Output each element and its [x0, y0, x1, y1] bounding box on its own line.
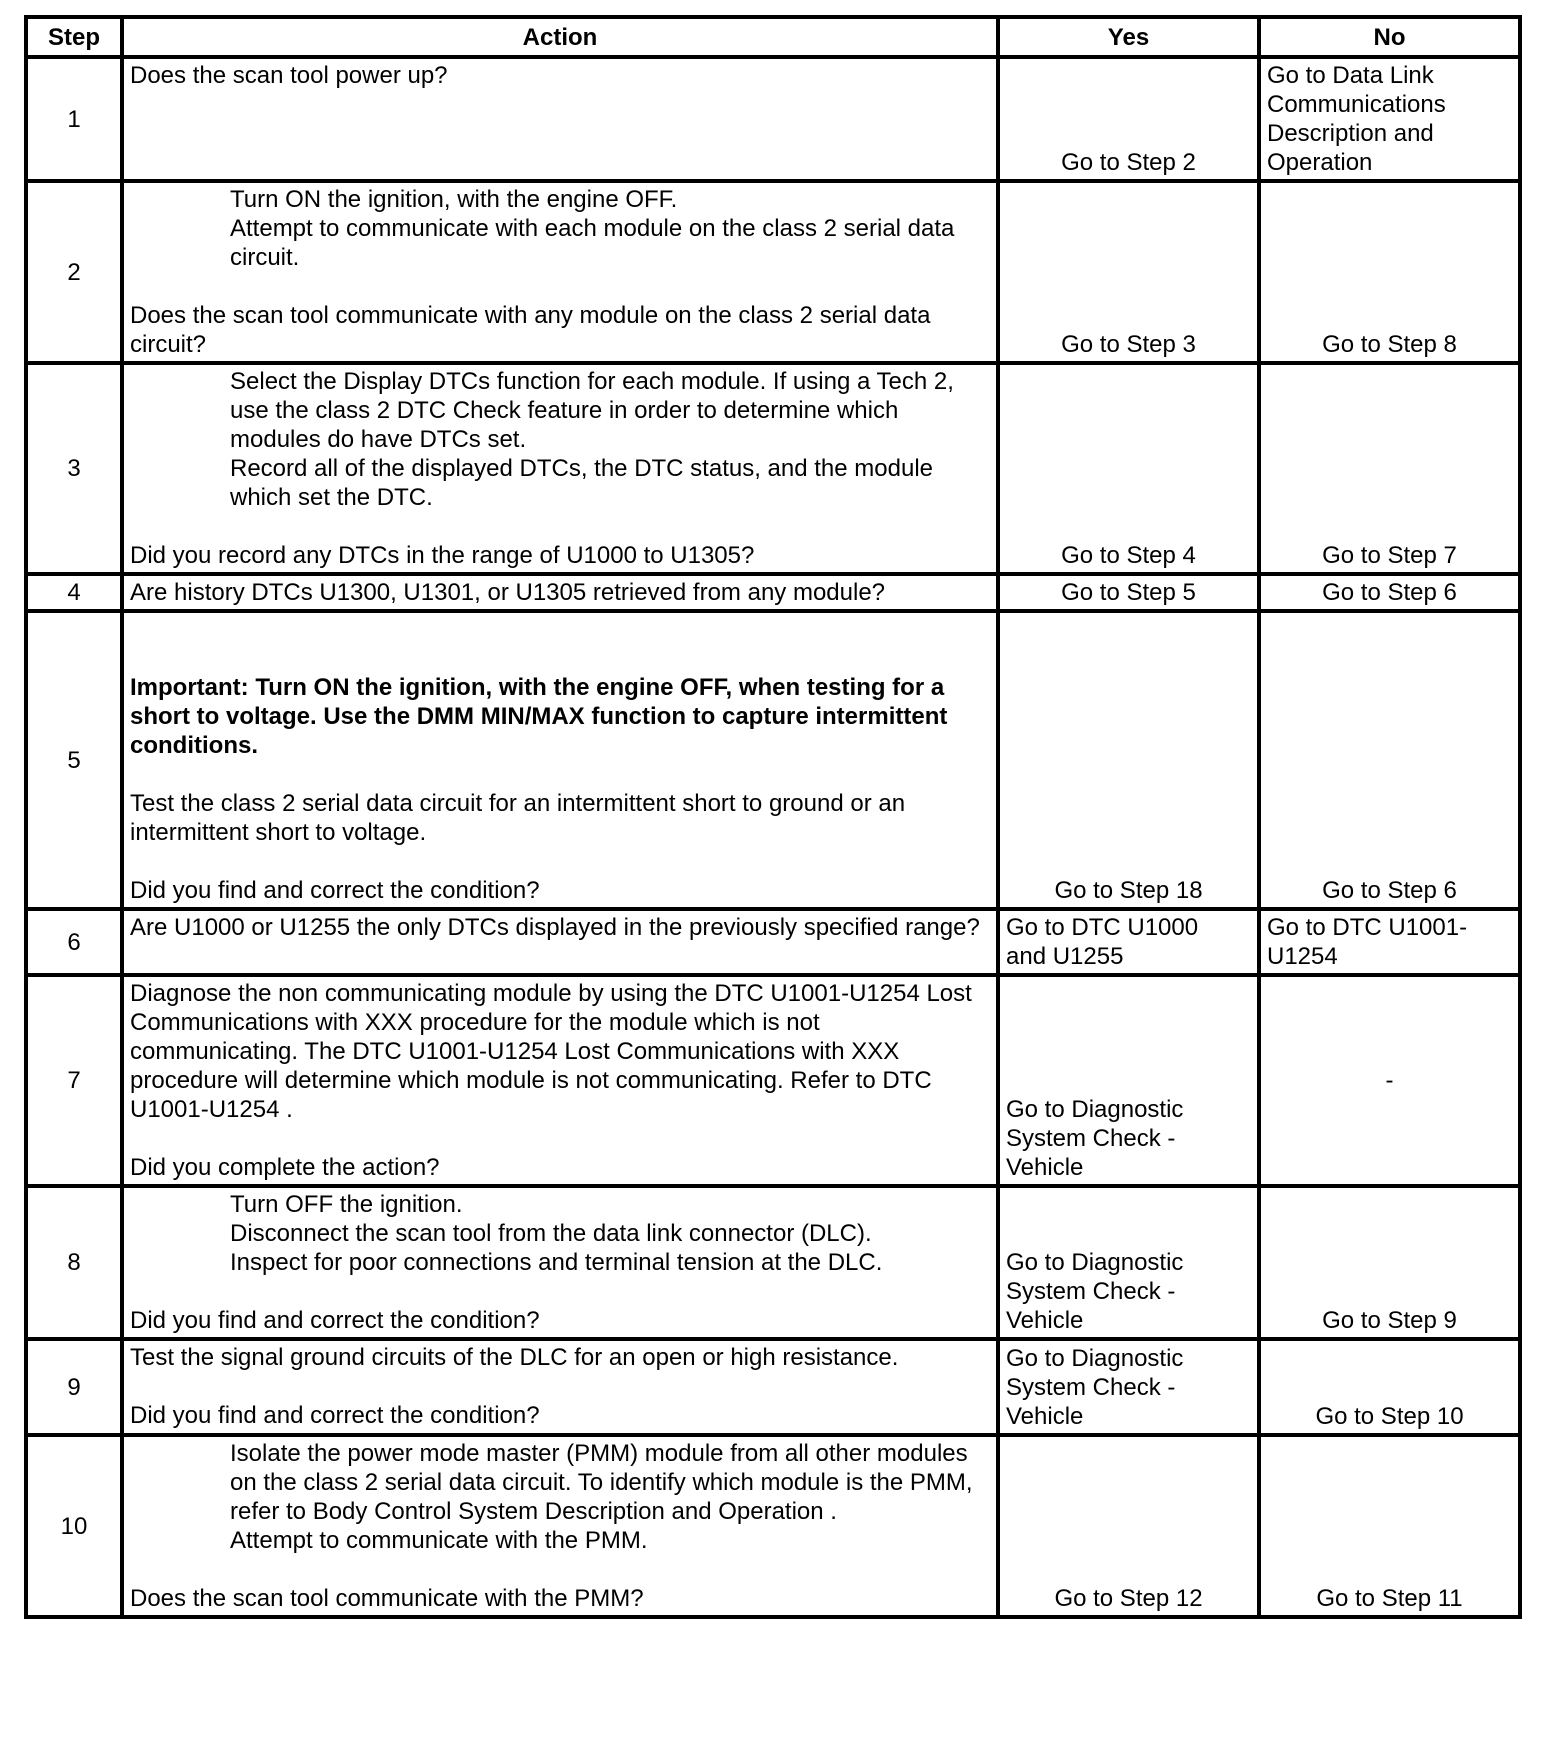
action-item: Turn ON the ignition, with the engine OFF. — [230, 186, 678, 213]
action-list — [130, 367, 990, 512]
no-line: U1254 — [1267, 943, 1338, 970]
question-text: Are U1000 or U1255 the only DTCs displayed in the previously specified range? — [130, 914, 980, 941]
action-cell — [122, 181, 998, 363]
action-text: Diagnose the non communicating module by using the DTC U1001-U1254 Lost Communications with XXX procedure for the module which is not communicating. The DTC U1001-U1254 Lost Communications with XXX procedure will determine which module is not communicating. Refer to DTC U1001-U1254 . — [130, 980, 972, 1123]
yes-line: and U1255 — [1006, 943, 1124, 970]
action-cell — [122, 363, 998, 574]
no-cell: Go to Step 10 — [1259, 1339, 1520, 1435]
no-cell: Go to Step 6 — [1259, 611, 1520, 909]
no-line: Description and — [1267, 120, 1434, 147]
step-number: 3 — [26, 363, 122, 574]
no-cell: Go to Step 6 — [1259, 574, 1520, 611]
action-item: Select the Display DTCs function for each module. If using a Tech 2, use the class 2 DTC Check feature in order to determine which modules do have DTCs set. — [230, 368, 954, 453]
step-number: 8 — [26, 1186, 122, 1339]
question-text: Did you find and correct the condition? — [130, 877, 540, 904]
yes-cell: Go to Step 12 — [998, 1435, 1259, 1617]
action-item: Attempt to communicate with the PMM. — [230, 1527, 648, 1554]
step-number: 10 — [26, 1435, 122, 1617]
yes-line: Vehicle — [1006, 1154, 1084, 1181]
header-step: Step — [26, 17, 122, 57]
table-row — [26, 1339, 1520, 1435]
header-no: No — [1259, 17, 1520, 57]
yes-line: Vehicle — [1006, 1403, 1084, 1430]
table-row — [26, 975, 1520, 1186]
important-note: Important: Turn ON the ignition, with the engine OFF, when testing for a short to voltage. Use the DMM MIN/MAX function to capture intermittent conditions. — [130, 674, 948, 759]
yes-line: System Check - — [1006, 1374, 1176, 1401]
yes-cell: Go to Step 2 — [998, 57, 1259, 181]
question-text: Does the scan tool communicate with any module on the class 2 serial data circuit? — [130, 302, 931, 358]
step-number: 2 — [26, 181, 122, 363]
question-text: Does the scan tool power up? — [130, 62, 448, 89]
question-text: Did you complete the action? — [130, 1154, 440, 1181]
no-cell — [1259, 909, 1520, 975]
no-cell: - — [1259, 975, 1520, 1186]
step-number: 6 — [26, 909, 122, 975]
no-line: Communications — [1267, 91, 1446, 118]
no-cell: Go to Step 8 — [1259, 181, 1520, 363]
table-row — [26, 1186, 1520, 1339]
table-row — [26, 909, 1520, 975]
action-item: Record all of the displayed DTCs, the DTC status, and the module which set the DTC. — [230, 455, 934, 511]
yes-line: Go to Diagnostic — [1006, 1249, 1184, 1276]
action-item: Disconnect the scan tool from the data link connector (DLC). — [230, 1220, 872, 1247]
action-list — [130, 1190, 990, 1277]
yes-line: Vehicle — [1006, 1307, 1084, 1334]
header-action: Action — [122, 17, 998, 57]
yes-line: System Check - — [1006, 1125, 1176, 1152]
table-row — [26, 574, 1520, 611]
header-row — [26, 17, 1520, 57]
action-item: Isolate the power mode master (PMM) module from all other modules on the class 2 serial data circuit. To identify which module is the PMM, refer to Body Control System Description and Operation . — [230, 1440, 973, 1525]
action-cell — [122, 975, 998, 1186]
no-cell: Go to Step 9 — [1259, 1186, 1520, 1339]
action-cell — [122, 1339, 998, 1435]
action-cell — [122, 574, 998, 611]
step-number: 5 — [26, 611, 122, 909]
step-number: 9 — [26, 1339, 122, 1435]
question-text: Did you find and correct the condition? — [130, 1402, 540, 1429]
action-text: Test the signal ground circuits of the DLC for an open or high resistance. — [130, 1344, 899, 1371]
table-row — [26, 1435, 1520, 1617]
table-row — [26, 181, 1520, 363]
diagnostic-table — [24, 15, 1522, 1619]
yes-cell: Go to Step 18 — [998, 611, 1259, 909]
no-line: Go to Data Link — [1267, 62, 1434, 89]
question-text: Did you find and correct the condition? — [130, 1307, 540, 1334]
yes-cell: Go to Step 3 — [998, 181, 1259, 363]
no-line: Operation — [1267, 149, 1373, 176]
table-row — [26, 611, 1520, 909]
no-cell: Go to Step 7 — [1259, 363, 1520, 574]
yes-cell: Go to Step 5 — [998, 574, 1259, 611]
step-number: 7 — [26, 975, 122, 1186]
no-cell: Go to Step 11 — [1259, 1435, 1520, 1617]
no-line: Go to DTC U1001- — [1267, 914, 1468, 941]
action-item: Attempt to communicate with each module on the class 2 serial data circuit. — [230, 215, 955, 271]
action-list — [130, 1439, 990, 1555]
action-cell — [122, 909, 998, 975]
action-item: Turn OFF the ignition. — [230, 1191, 463, 1218]
action-cell — [122, 611, 998, 909]
action-cell — [122, 1435, 998, 1617]
yes-line: Go to Diagnostic — [1006, 1096, 1184, 1123]
action-cell — [122, 57, 998, 181]
question-text: Are history DTCs U1300, U1301, or U1305 retrieved from any module? — [130, 579, 886, 606]
yes-cell: Go to Step 4 — [998, 363, 1259, 574]
table-row — [26, 363, 1520, 574]
yes-cell — [998, 975, 1259, 1186]
yes-line: Go to Diagnostic — [1006, 1345, 1184, 1372]
yes-cell — [998, 1339, 1259, 1435]
action-list — [130, 185, 990, 272]
step-number: 1 — [26, 57, 122, 181]
step-number: 4 — [26, 574, 122, 611]
action-cell — [122, 1186, 998, 1339]
yes-cell — [998, 1186, 1259, 1339]
yes-line: System Check - — [1006, 1278, 1176, 1305]
question-text: Does the scan tool communicate with the PMM? — [130, 1585, 644, 1612]
yes-line: Go to DTC U1000 — [1006, 914, 1199, 941]
question-text: Did you record any DTCs in the range of U1000 to U1305? — [130, 542, 755, 569]
test-text: Test the class 2 serial data circuit for an intermittent short to ground or an intermittent short to voltage. — [130, 790, 906, 846]
header-yes: Yes — [998, 17, 1259, 57]
action-item: Inspect for poor connections and terminal tension at the DLC. — [230, 1249, 883, 1276]
no-cell — [1259, 57, 1520, 181]
yes-cell — [998, 909, 1259, 975]
table-row — [26, 57, 1520, 181]
